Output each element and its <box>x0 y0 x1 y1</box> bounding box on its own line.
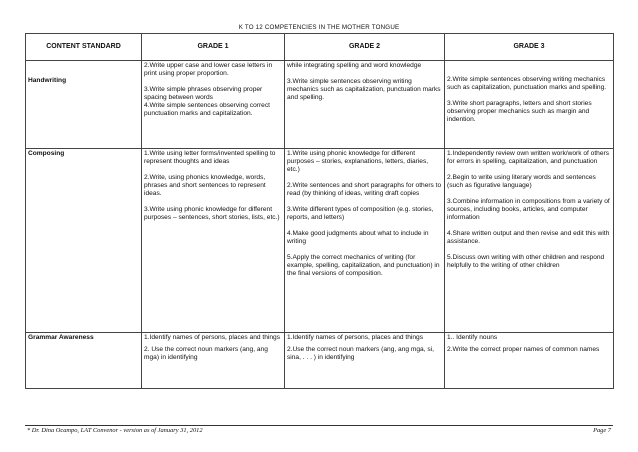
document-title: K TO 12 COMPETENCIES IN THE MOTHER TONGUE <box>238 24 400 31</box>
composing-grade-1 <box>142 149 285 333</box>
list-item: 2.Write simple sentences observing writing mechanics such as capitalization, punctuation marks and spelling. <box>447 76 607 91</box>
standard-handwriting: Handwriting <box>26 61 142 149</box>
composing-grade-2 <box>285 149 445 333</box>
list-item: 1.Independently review own written work/work of others for errors in spelling, capitalization, and punctuation <box>447 150 609 165</box>
list-item: 2.Write sentences and short paragraphs for others to read (by thinking of ideas, writing draft copies <box>287 182 442 197</box>
handwriting-grade-1 <box>142 61 285 149</box>
list-item: 1.Write using letter forms/invented spelling to represent thoughts and ideas <box>144 150 276 165</box>
grammar-grade-3 <box>445 333 614 389</box>
page-number: Page 7 <box>593 427 611 434</box>
table-row-composing <box>26 149 614 333</box>
standard-composing: Composing <box>26 149 142 333</box>
list-item: 2. Use the correct noun markers (ang, ang mga) in identifying <box>144 346 268 361</box>
list-item: 3.Write simple sentences observing writing mechanics such as capitalization, punctuation marks and spelling. <box>287 78 441 101</box>
list-item: 5.Discuss own writing with other children and respond helpfully to the writing of other children <box>447 254 605 269</box>
standard-grammar-awareness: Grammar Awareness <box>26 333 142 389</box>
list-item: 3.Write using phonic knowledge for different purposes – sentences, short stories, lists, etc.) <box>144 206 280 221</box>
list-item: 3.Write simple phrases observing proper spacing between words <box>144 86 263 101</box>
table-header-row <box>26 34 614 61</box>
list-item: 2.Begin to write using literary words and sentences (such as figurative language) <box>447 174 596 189</box>
composing-grade-3 <box>445 149 614 333</box>
list-item: 1.Identify names of persons, places and things <box>144 334 280 341</box>
grammar-grade-1 <box>142 333 285 389</box>
handwriting-grade-2 <box>285 61 445 149</box>
list-item: while integrating spelling and word knowledge <box>287 62 422 69</box>
header-grade-1: GRADE 1 <box>142 34 285 61</box>
header-grade-2: GRADE 2 <box>285 34 445 61</box>
list-item: 3.Write different types of composition (e.g. stories, reports, and letters) <box>287 206 434 221</box>
list-item: 1.Write using phonic knowledge for different purposes – stories, explanations, letters, diaries, etc.) <box>287 150 429 173</box>
list-item: 1.. Identify nouns <box>447 334 498 341</box>
list-item: 2.Write the correct proper names of common names <box>447 346 600 353</box>
list-item: 2.Write upper case and lower case letters in print using proper proportion. <box>144 62 273 77</box>
competencies-table <box>25 33 614 389</box>
list-item: 1.Identify names of persons, places and things <box>287 334 423 341</box>
handwriting-grade-3 <box>445 61 614 149</box>
list-item: 3.Combine information in compositions from a variety of sources, including books, articles, and computer information <box>447 198 610 221</box>
footer-author-note: * Dr. Dina Ocampo, LAT Convenor - version as of January 31, 2012 <box>27 427 203 434</box>
list-item: 4.Share written output and then revise and edit this with assistance. <box>447 230 610 245</box>
grammar-grade-2 <box>285 333 445 389</box>
list-item: 2.Write, using phonics knowledge, words, phrases and short sentences to represent ideas. <box>144 174 266 197</box>
footer-divider <box>25 425 613 426</box>
list-item: 4.Write simple sentences observing correct punctuation marks and capitalization. <box>144 102 270 117</box>
table-row-handwriting <box>26 61 614 149</box>
list-item: 3.Write short paragraphs, letters and short stories observing proper mechanics such as margin and indention. <box>447 100 592 123</box>
list-item: 4.Make good judgments about what to include in writing <box>287 230 429 245</box>
table-row-grammar-awareness <box>26 333 614 389</box>
header-content-standard: CONTENT STANDARD <box>26 34 142 61</box>
list-item: 2.Use the correct noun markers (ang, ang mga, si, sina, . . . ) in identifying <box>287 346 434 361</box>
header-grade-3: GRADE 3 <box>445 34 614 61</box>
list-item: 5.Apply the correct mechanics of writing (for example, spelling, capitalization, and punctuation) in the final versions of composition. <box>287 254 440 277</box>
